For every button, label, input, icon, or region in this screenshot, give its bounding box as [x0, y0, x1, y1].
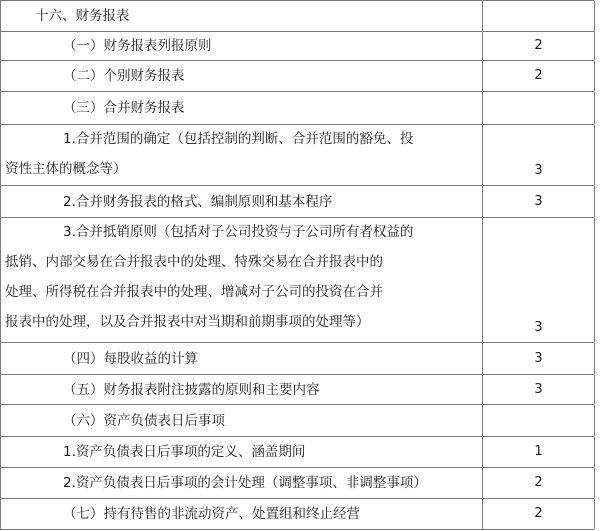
topic-text-line: （七）持有待售的非流动资产、处置组和终止经营	[63, 506, 360, 522]
table-row	[0, 61, 594, 92]
hours-cell	[482, 375, 595, 404]
table-row	[0, 437, 594, 468]
table-row	[0, 125, 594, 186]
hours-cell	[482, 125, 595, 185]
hours-value: 1	[534, 444, 543, 459]
topic-cell	[0, 468, 483, 498]
hours-value: 2	[534, 475, 543, 490]
hours-cell	[482, 61, 595, 91]
topic-text-line: （三）合并财务报表	[63, 100, 185, 116]
hours-value: 3	[534, 381, 543, 397]
topic-text-line: （五）财务报表附注披露的原则和主要内容	[63, 381, 320, 398]
topic-cell	[0, 1, 483, 31]
topic-cell	[0, 375, 483, 404]
hours-cell	[482, 31, 595, 60]
topic-text-line: 十六、财务报表	[35, 8, 130, 24]
hours-cell	[482, 92, 595, 124]
topic-cell	[0, 186, 483, 217]
hours-value: 2	[534, 68, 543, 83]
hours-value: 2	[534, 37, 543, 53]
topic-cell	[0, 92, 483, 124]
topic-text-line: 2.资产负债表日后事项的会计处理（调整事项、非调整事项）	[63, 475, 427, 491]
hours-cell	[482, 437, 595, 467]
topic-cell	[0, 437, 483, 467]
hours-cell	[482, 186, 595, 217]
hours-cell	[482, 343, 595, 374]
hours-cell	[482, 468, 595, 498]
topic-text-line: （六）资产负债表日后事项	[63, 412, 225, 429]
hours-value: 3	[534, 320, 543, 335]
hours-cell	[482, 218, 595, 342]
topic-cell	[0, 499, 483, 529]
topic-text-line: （二）个别财务报表	[63, 68, 185, 84]
topic-text-line: 资性主体的概念等）	[5, 161, 127, 177]
table-row	[0, 405, 594, 437]
hours-cell	[482, 405, 595, 436]
table-row	[0, 468, 594, 499]
table-row	[0, 343, 594, 375]
topic-text-line: 抵销、内部交易在合并报表中的处理、特殊交易在合并报表中的	[5, 254, 383, 270]
table-row	[0, 0, 594, 32]
topic-cell	[0, 405, 483, 436]
hours-value: 2	[534, 506, 543, 521]
hours-value: 3	[534, 163, 543, 178]
topic-cell	[0, 61, 483, 91]
table-row	[0, 31, 594, 61]
topic-text-line: 3.合并抵销原则（包括对子公司投资与子公司所有者权益的	[63, 224, 414, 240]
table-row	[0, 92, 594, 125]
topic-cell	[0, 343, 483, 374]
topic-text-line: 1.合并范围的确定（包括控制的判断、合并范围的豁免、投	[63, 131, 414, 147]
hours-value: 3	[534, 350, 543, 366]
table-row	[0, 186, 594, 218]
topic-cell	[0, 218, 483, 342]
table-row	[0, 499, 594, 530]
topic-text-line: 1.资产负债表日后事项的定义、涵盖期间	[63, 444, 306, 460]
hours-cell	[482, 1, 595, 31]
topic-cell	[0, 31, 483, 60]
table-row	[0, 218, 594, 343]
topic-cell	[0, 125, 483, 185]
topic-text-line: （四）每股收益的计算	[63, 350, 198, 367]
hours-cell	[482, 499, 595, 529]
topic-text-line: 报表中的处理，以及合并报表中对当期和前期事项的处理等）	[5, 314, 370, 330]
topic-text-line: 2.合并财务报表的格式、编制原则和基本程序	[63, 193, 333, 210]
topic-text-line: （一）财务报表列报原则	[63, 37, 212, 54]
table-row	[0, 375, 594, 405]
hours-value: 3	[534, 193, 543, 209]
topic-text-line: 处理、所得税在合并报表中的处理、增减对子公司的投资在合并	[5, 284, 383, 300]
